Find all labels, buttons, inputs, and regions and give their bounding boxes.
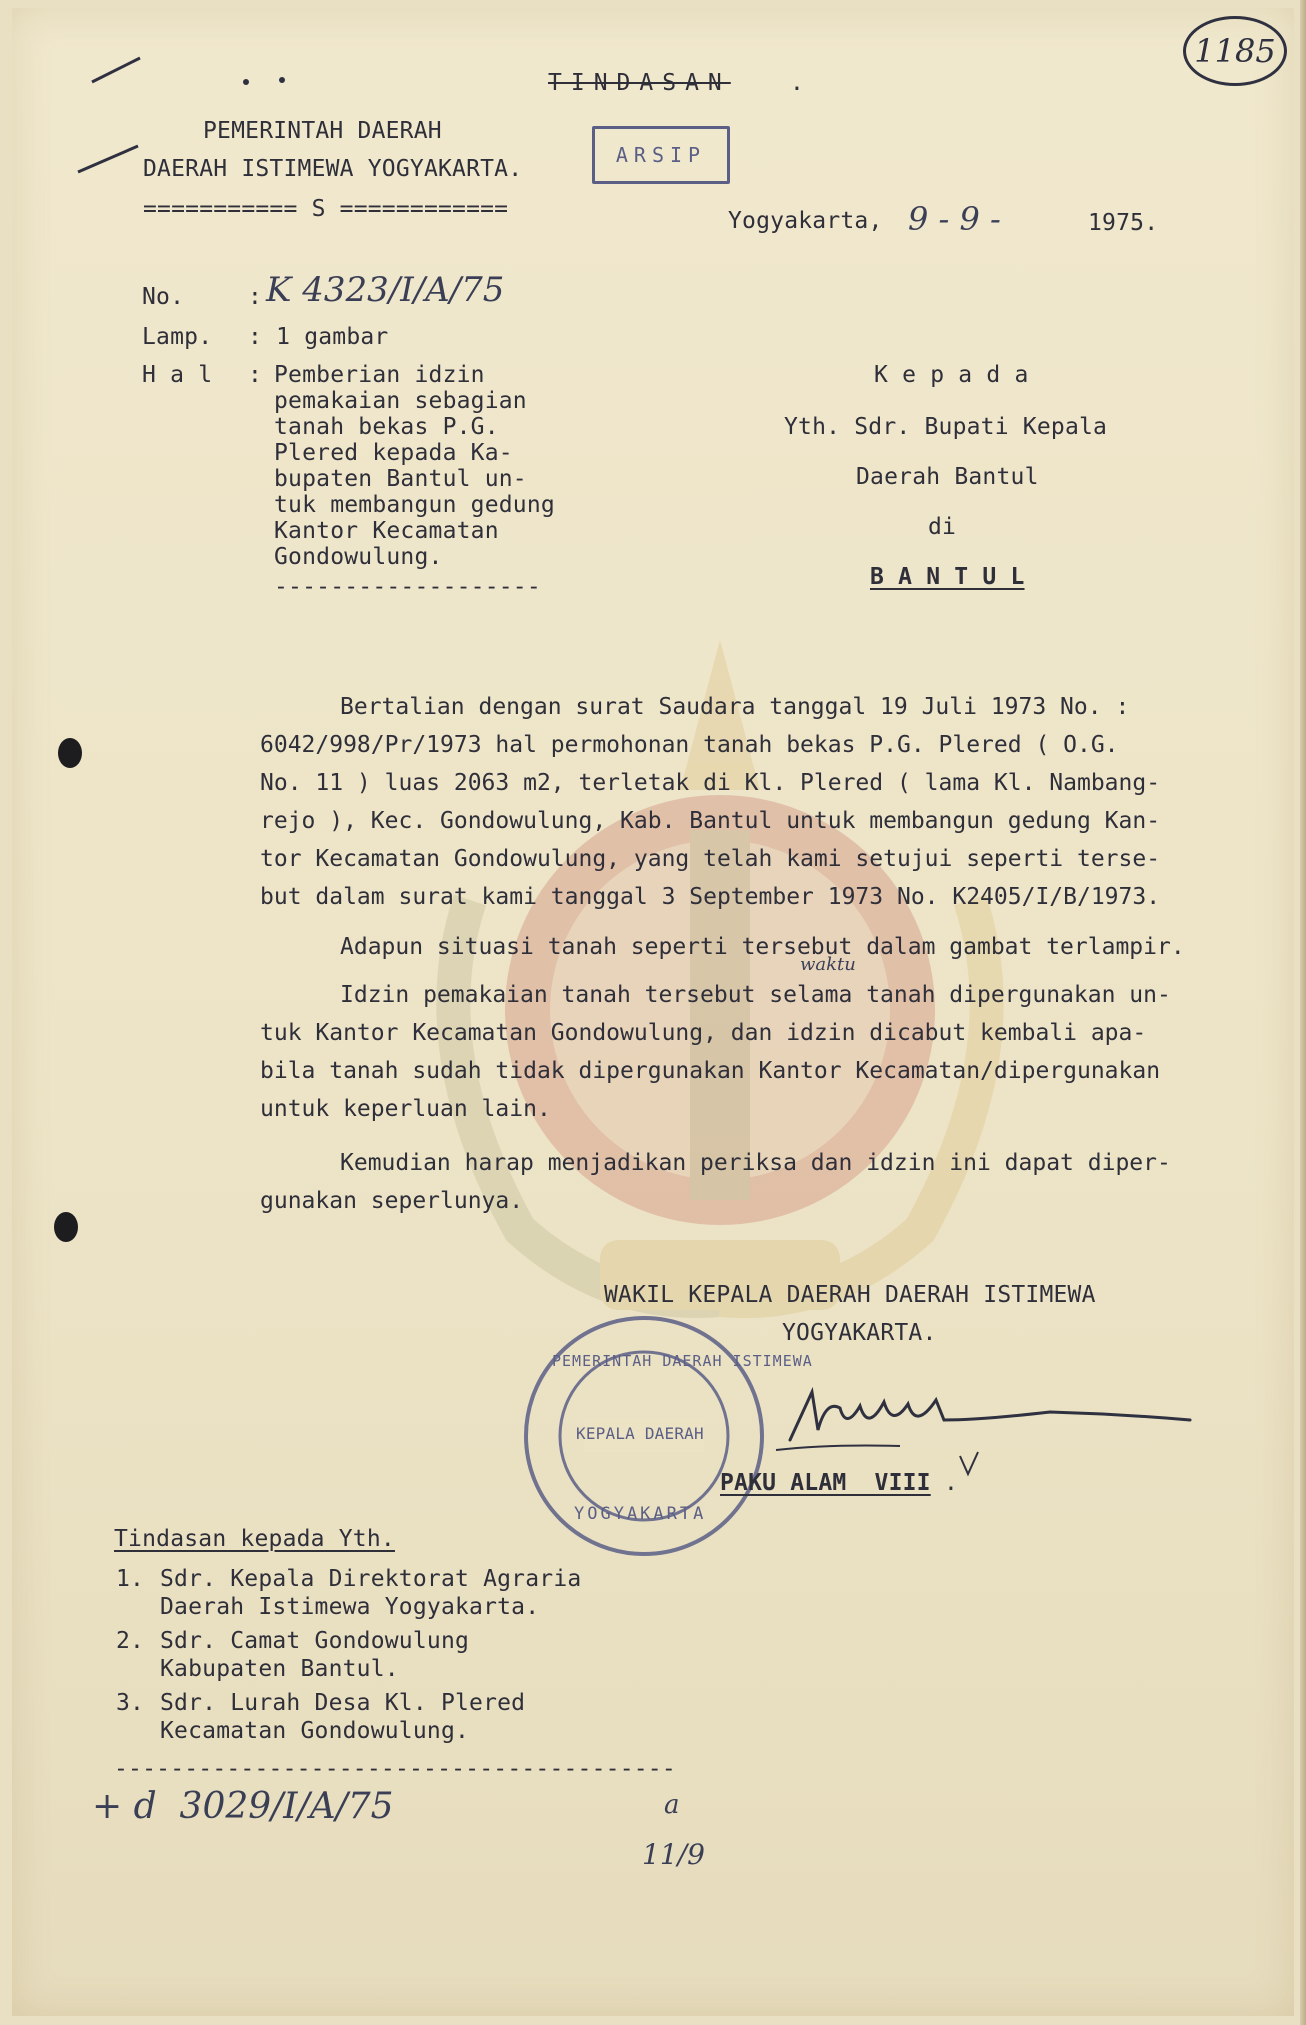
place-label: Yogyakarta, xyxy=(728,208,883,234)
recipient-line1: Yth. Sdr. Bupati Kepala xyxy=(784,414,1108,440)
body-line: No. 11 ) luas 2063 m2, terletak di Kl. Plered ( lama Kl. Nambang- xyxy=(260,770,1161,796)
seal-center-text: KEPALA DAERAH xyxy=(576,1424,704,1443)
subject-line: Kantor Kecamatan xyxy=(274,518,499,544)
recipient-city: B A N T U L xyxy=(870,564,1025,590)
cc-item-number: 1. xyxy=(116,1566,145,1592)
seal-top-text: PEMERINTAH DAERAH ISTIMEWA xyxy=(552,1352,813,1370)
attachment-value: : 1 gambar xyxy=(248,324,389,350)
body-line: Adapun situasi tanah seperti tersebut dalam gambat terlampir. xyxy=(340,934,1185,960)
recipient-line3: di xyxy=(928,514,957,540)
subject-line: Plered kepada Ka- xyxy=(274,440,513,466)
handwritten-date: 9 - 9 - xyxy=(908,200,1001,238)
handwritten-date-note: 11/9 xyxy=(642,1838,705,1871)
subject-line: tanah bekas P.G. xyxy=(274,414,499,440)
subject-line: bupaten Bantul un- xyxy=(274,466,527,492)
attachment-label: Lamp. xyxy=(142,324,213,350)
signatory-name: PAKU ALAM VIII xyxy=(720,1470,931,1496)
body-line: Kemudian harap menjadikan periksa dan idzin ini dapat diper- xyxy=(340,1150,1171,1176)
subject-line: tuk membangun gedung xyxy=(274,492,555,518)
handwritten-insertion: waktu xyxy=(800,954,856,975)
body-line: tuk Kantor Kecamatan Gondowulung, dan idzin dicabut kembali apa- xyxy=(260,1020,1147,1046)
cc-item-number: 2. xyxy=(116,1628,145,1654)
seal-bottom-text: YOGYAKARTA xyxy=(574,1504,707,1524)
body-line: but dalam surat kami tanggal 3 September 1973 No. K2405/I/B/1973. xyxy=(260,884,1161,910)
government-separator: =========== S ============ xyxy=(143,196,509,222)
government-name-line2: DAERAH ISTIMEWA YOGYAKARTA. xyxy=(143,156,523,182)
cc-item-line: Kabupaten Bantul. xyxy=(160,1656,399,1682)
cc-item-line: Kecamatan Gondowulung. xyxy=(160,1718,470,1744)
subject-line: Gondowulung. xyxy=(274,544,443,570)
handwritten-initial: a xyxy=(664,1790,680,1820)
cc-item-line: Sdr. Lurah Desa Kl. Plered xyxy=(160,1690,526,1716)
number-label: No. xyxy=(142,284,185,310)
subject-line: pemakaian sebagian xyxy=(274,388,527,414)
body-line: gunakan seperlunya. xyxy=(260,1188,524,1214)
handwritten-reference: + d 3029/I/A/75 xyxy=(92,1786,394,1827)
body-line: 6042/998/Pr/1973 hal permohonan tanah bekas P.G. Plered ( O.G. xyxy=(260,732,1119,758)
recipient-heading: K e p a d a xyxy=(874,362,1029,388)
cc-item-line: Sdr. Kepala Direktorat Agraria xyxy=(160,1566,582,1592)
body-line: bila tanah sudah tidak dipergunakan Kantor Kecamatan/dipergunakan xyxy=(260,1058,1161,1084)
page-number: 1185 xyxy=(1183,16,1287,86)
subject-colon: : xyxy=(248,362,263,388)
archive-stamp: ARSIP xyxy=(592,126,730,184)
letter-year: 1975. xyxy=(1088,210,1159,236)
cc-item-line: Daerah Istimewa Yogyakarta. xyxy=(160,1594,540,1620)
subject-rule: ------------------- xyxy=(274,574,541,600)
signatory-title-line1: WAKIL KEPALA DAERAH DAERAH ISTIMEWA xyxy=(604,1282,1096,1308)
cc-item-number: 3. xyxy=(116,1690,145,1716)
cc-item-line: Sdr. Camat Gondowulung xyxy=(160,1628,470,1654)
signatory-name-tail: . xyxy=(944,1470,959,1496)
copy-label-tail: . xyxy=(790,70,805,96)
body-line: Bertalian dengan surat Saudara tanggal 19 Juli 1973 No. : xyxy=(340,694,1130,720)
handwritten-letter-number: K 4323/I/A/75 xyxy=(266,270,505,310)
body-line: tor Kecamatan Gondowulung, yang telah kami setujui seperti terse- xyxy=(260,846,1161,872)
body-line: rejo ), Kec. Gondowulung, Kab. Bantul untuk membangun gedung Kan- xyxy=(260,808,1161,834)
recipient-line2: Daerah Bantul xyxy=(856,464,1039,490)
body-line: untuk keperluan lain. xyxy=(260,1096,551,1122)
cc-heading: Tindasan kepada Yth. xyxy=(114,1526,395,1552)
subject-label: H a l xyxy=(142,362,213,388)
signatory-title-line2: YOGYAKARTA. xyxy=(782,1320,937,1346)
subject-line: Pemberian idzin xyxy=(274,362,485,388)
cc-rule: ---------------------------------------- xyxy=(114,1756,676,1782)
number-colon: : xyxy=(248,284,263,310)
body-line: Idzin pemakaian tanah tersebut selama tanah dipergunakan un- xyxy=(340,982,1171,1008)
government-name-line1: PEMERINTAH DAERAH xyxy=(203,118,442,144)
copy-label: TINDASAN xyxy=(548,70,731,96)
